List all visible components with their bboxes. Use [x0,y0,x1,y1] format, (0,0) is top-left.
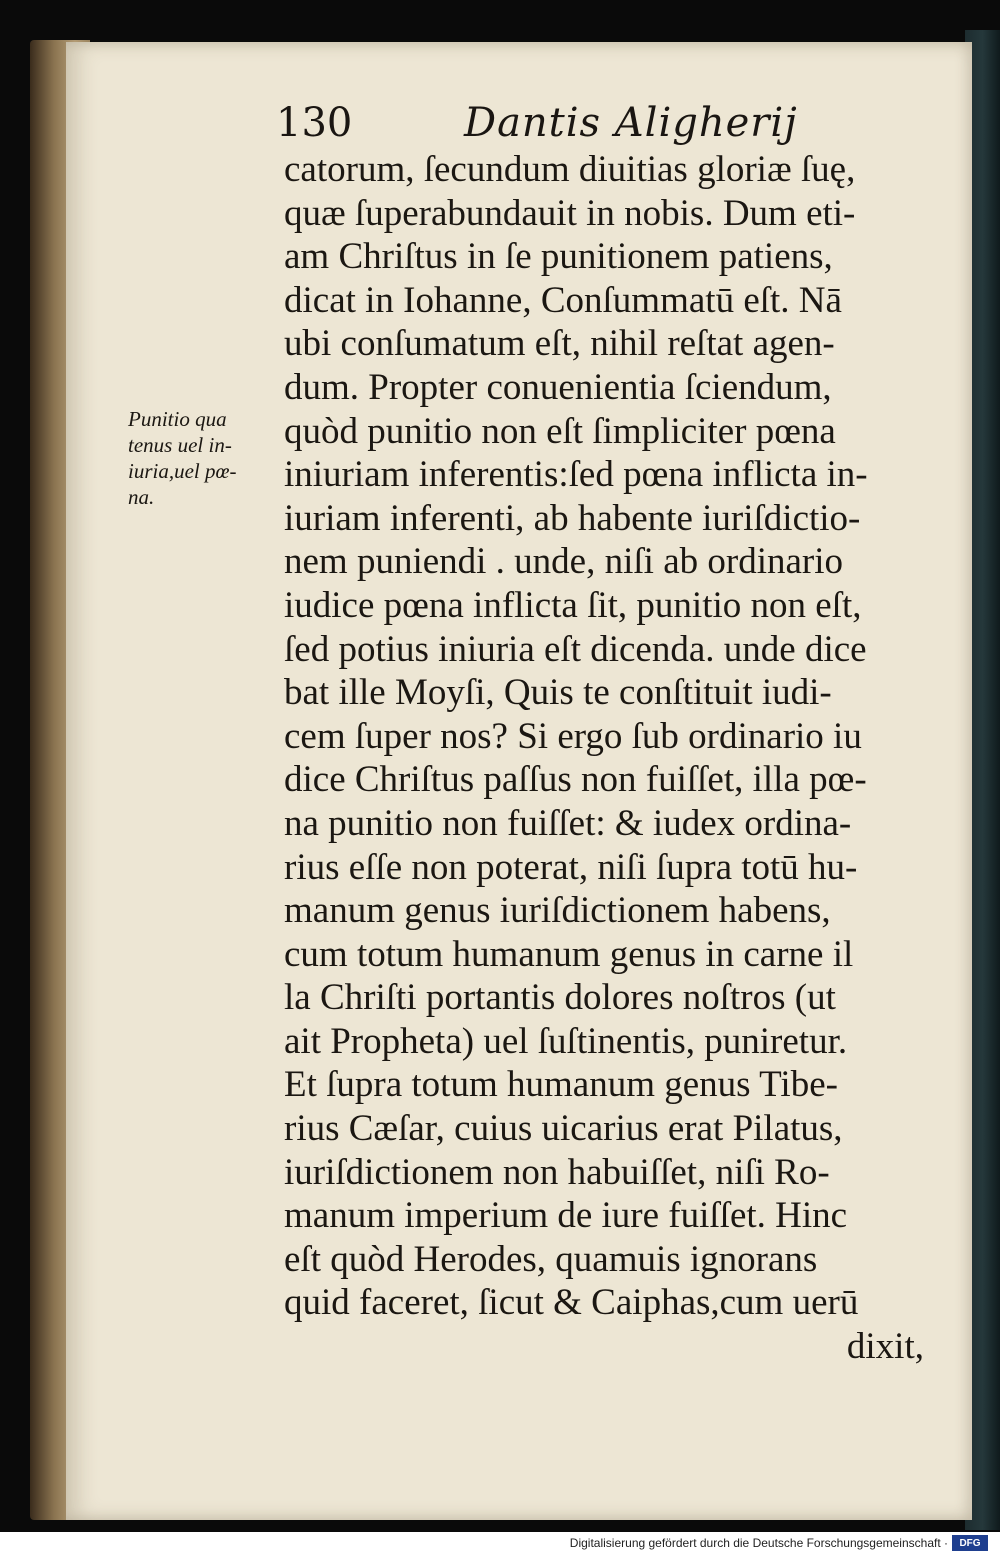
text-line: ait Propheta) uel ſuſtinentis, puniretur. [284,1020,848,1062]
text-line: iuriam inferenti, ab habente iuriſdictio- [284,497,861,539]
text-line: rius eſſe non poterat, niſi ſupra totū hu- [284,846,858,888]
text-line: dum. Propter conuenientia ſciendum, [284,366,832,408]
running-title: Dantis Aligherij [464,100,798,146]
text-line: quid faceret, ſicut & Caiphas,cum uerū [284,1282,859,1324]
text-line: dicat in Iohanne, Conſummatū eſt. Nā [284,279,842,321]
text-line: manum genus iuriſdictionem habens, [284,890,831,932]
catchword: dixit, [846,1326,924,1368]
marginal-line: tenus uel in- [128,433,232,457]
text-line: la Chriſti portantis dolores noſtros (ut [284,977,836,1019]
text-line: quæ ſuperabundauit in nobis. Dum eti- [284,192,856,234]
text-line: am Chriſtus in ſe punitionem patiens, [284,236,833,278]
text-line: ubi conſumatum eſt, nihil reſtat agen- [284,323,835,365]
text-line: iudice pœna inflicta ſit, punitio non eſt, [284,584,862,626]
footer-bar [0,1532,1000,1555]
text-line: dice Chriſtus paſſus non fuiſſet, illa pœ- [284,759,867,801]
text-line: cum totum humanum genus in carne il [284,933,854,975]
text-line: ſed potius iniuria eſt dicenda. unde dice [284,628,867,670]
text-line: iuriſdictionem non habuiſſet, niſi Ro- [284,1151,830,1193]
text-line: iniuriam inferentis:ſed pœna inflicta in- [284,454,868,496]
text-line: na punitio non fuiſſet: & iudex ordina- [284,802,852,844]
text-line: quòd punitio non eſt ſimpliciter pœna [284,410,836,452]
dfg-logo-icon: DFG [952,1535,988,1551]
marginal-line: Punitio qua [128,407,227,431]
text-line: catorum, ſecundum diuitias gloriæ ſuę, [284,149,856,190]
page-number: 130 [276,100,353,146]
funding-credit: Digitalisierung gefördert durch die Deutsche Forschungsgemeinschaft · [569,1536,948,1550]
marginal-line: na. [128,485,155,509]
page-header [276,100,876,150]
marginal-line: iuria,uel pœ- [128,459,237,483]
body-text [284,148,924,1369]
text-line: rius Cæſar, cuius uicarius erat Pilatus, [284,1108,843,1150]
text-line: cem ſuper nos? Si ergo ſub ordinario iu [284,715,862,757]
text-line: eſt quòd Herodes, quamuis ignorans [284,1238,818,1280]
marginal-note [128,406,278,510]
text-line: Et ſupra totum humanum genus Tibe- [284,1064,838,1106]
text-line: bat ille Moyſi, Quis te conſtituit iudi- [284,672,832,714]
text-line: nem puniendi . unde, niſi ab ordinario [284,541,843,583]
text-line: manum imperium de iure fuiſſet. Hinc [284,1195,848,1237]
